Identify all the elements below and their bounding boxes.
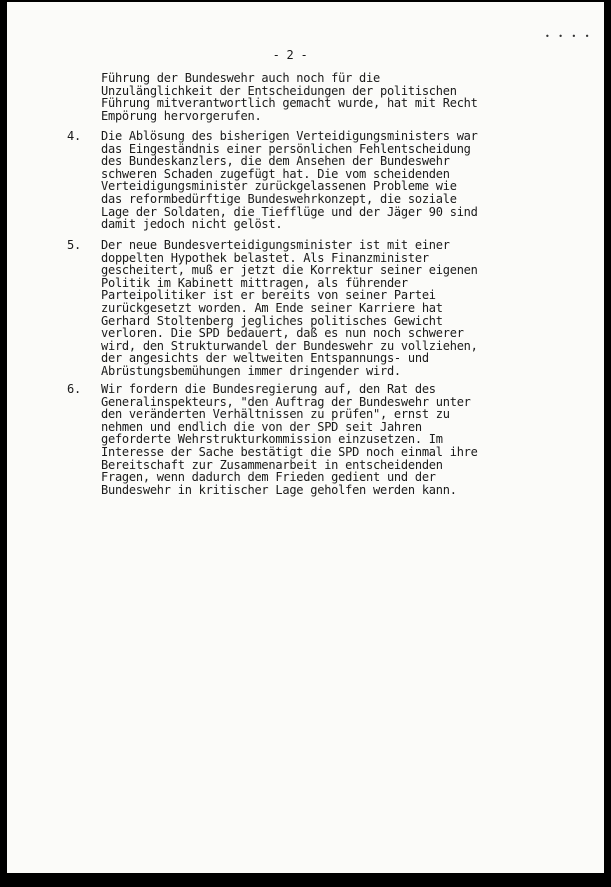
text-line: zurückgesetzt worden. Am Ende seiner Karriere hat [101, 300, 443, 315]
text-line: Gerhard Stoltenberg jegliches politisches Gewicht [101, 313, 443, 328]
paragraph-6 [101, 383, 501, 496]
text-line: der angesichts der weltweiten Entspannungs- und [101, 351, 429, 366]
paragraph-4 [101, 130, 501, 231]
text-line: Der neue Bundesverteidigungsminister ist mit einer [101, 238, 450, 252]
text-line: gescheitert, muß er jetzt die Korrektur seiner eigenen [101, 263, 478, 278]
page-number: - 2 - [272, 48, 308, 62]
paragraph-number: 6. [67, 382, 81, 396]
text-line: Abrüstungsbemühungen immer dringender wird. [101, 363, 401, 378]
text-line: des Bundeskanzlers, die dem Ansehen der Bundeswehr [101, 154, 450, 169]
paragraph-number: 4. [67, 129, 81, 143]
paragraph-5 [101, 239, 501, 378]
paragraph-continuation [101, 72, 501, 122]
text-line: Lage der Soldaten, die Tiefflüge und der Jäger 90 sind [101, 204, 478, 219]
text-line: geforderte Wehrstrukturkommission einzusetzen. Im [101, 432, 443, 447]
text-line: Generalinspekteurs, "den Auftrag der Bundeswehr unter [101, 394, 471, 409]
text-line: doppelten Hypothek belastet. Als Finanzminister [101, 250, 429, 265]
text-line: das Eingeständnis einer persönlichen Fehlentscheidung [101, 141, 471, 156]
text-line: wird, den Strukturwandel der Bundeswehr zu vollziehen, [101, 338, 478, 353]
text-line: Empörung hervorgerufen. [101, 108, 262, 123]
document-page [7, 2, 604, 873]
text-line: Bereitschaft zur Zusammenarbeit in entscheidenden [101, 457, 443, 472]
text-line: Unzulänglichkeit der Entscheidungen der politischen [101, 83, 457, 98]
text-line: den veränderten Verhältnissen zu prüfen", ernst zu [101, 407, 450, 422]
text-line: Fragen, wenn dadurch dem Frieden gedient und der [101, 470, 436, 485]
text-line: damit jedoch nicht gelöst. [101, 217, 283, 232]
text-line: verloren. Die SPD bedauert, daß es nun noch schwerer [101, 326, 464, 341]
text-line: nehmen und endlich die von der SPD seit Jahren [101, 419, 422, 434]
text-line: schweren Schaden zugefügt hat. Die vom scheidenden [101, 166, 450, 181]
text-line: Politik im Kabinett mittragen, als führender [101, 275, 408, 290]
text-line: das reformbedürftige Bundeswehrkonzept, die soziale [101, 191, 457, 206]
paragraph-number: 5. [67, 238, 81, 252]
text-line: Parteipolitiker ist er bereits von seiner Partei [101, 288, 436, 303]
text-line: Die Ablösung des bisherigen Verteidigungsministers war [101, 129, 478, 143]
text-line: Führung mitverantwortlich gemacht wurde, hat mit Recht [101, 96, 478, 111]
text-line: Bundeswehr in kritischer Lage geholfen werden kann. [101, 482, 457, 497]
text-line: Führung der Bundeswehr auch noch für die [101, 71, 380, 85]
text-line: Verteidigungsminister zurückgelassenen Probleme wie [101, 179, 457, 194]
text-line: Interesse der Sache bestätigt die SPD noch einmal ihre [101, 444, 478, 459]
text-line: Wir fordern die Bundesregierung auf, den Rat des [101, 382, 436, 396]
scan-marks: • • • • [545, 32, 593, 41]
